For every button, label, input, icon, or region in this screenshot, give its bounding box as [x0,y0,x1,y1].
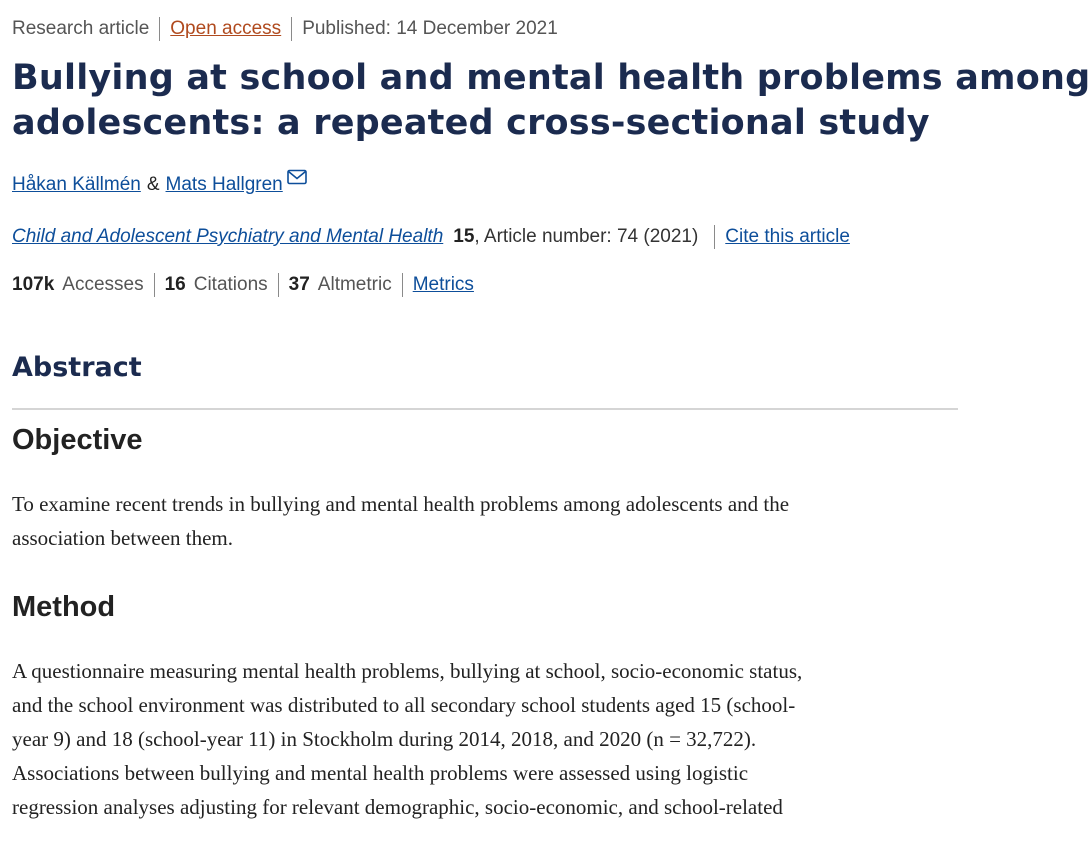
altmetric-score: 37 [288,274,310,295]
author-separator: & [146,174,160,195]
divider [278,273,279,297]
divider [402,273,403,297]
article-meta [12,14,958,44]
author-link-kallmen[interactable]: Håkan Källmén [12,174,141,195]
article-title [12,56,1090,146]
title-line: Bullying at school and mental health problems among [12,58,1090,98]
divider [291,17,292,41]
citations-count: 16 [164,274,186,295]
text-line: regression analyses adjusting for relevant demographic, socio-economic, and school-related [12,795,783,820]
cite-article-link[interactable]: Cite this article [725,226,850,247]
text-line: To examine recent trends in bullying and mental health problems among adolescents and the [12,492,790,517]
metrics-link[interactable]: Metrics [412,274,474,295]
objective-text [12,487,958,555]
method-text [12,654,958,824]
article-type: Research article [12,18,150,39]
accesses-count: 107k [12,274,55,295]
objective-heading: Objective [12,424,143,457]
text-line: A questionnaire measuring mental health problems, bullying at school, socio-economic status, [12,659,803,684]
article-metrics [12,272,958,298]
title-line: adolescents: a repeated cross-sectional study [12,103,930,143]
divider [159,17,160,41]
journal-info [12,224,958,250]
text-line: Associations between bullying and mental health problems were assessed using logistic [12,761,749,786]
divider [154,273,155,297]
divider [714,225,715,249]
text-line: and the school environment was distributed to all secondary school students aged 15 (school- [12,693,796,718]
envelope-icon[interactable] [287,169,307,191]
abstract-heading: Abstract [12,352,142,383]
abstract-divider [12,408,958,410]
author-link-hallgren[interactable]: Mats Hallgren [165,174,283,195]
accesses-label: Accesses [62,274,144,295]
article-number: , Article number: 74 (2021) [474,226,699,247]
citations-label: Citations [193,274,268,295]
published-date: Published: 14 December 2021 [302,18,558,39]
method-heading: Method [12,591,116,624]
text-line: year 9) and 18 (school-year 11) in Stockholm during 2014, 2018, and 2020 (n = 32,722). [12,727,757,752]
open-access-link[interactable]: Open access [170,18,282,39]
altmetric-label: Altmetric [317,274,392,295]
author-list [12,172,958,198]
article-page [12,14,1090,845]
journal-link[interactable]: Child and Adolescent Psychiatry and Mental Health [12,226,444,247]
journal-volume: 15 [453,226,475,247]
text-line: association between them. [12,526,234,551]
